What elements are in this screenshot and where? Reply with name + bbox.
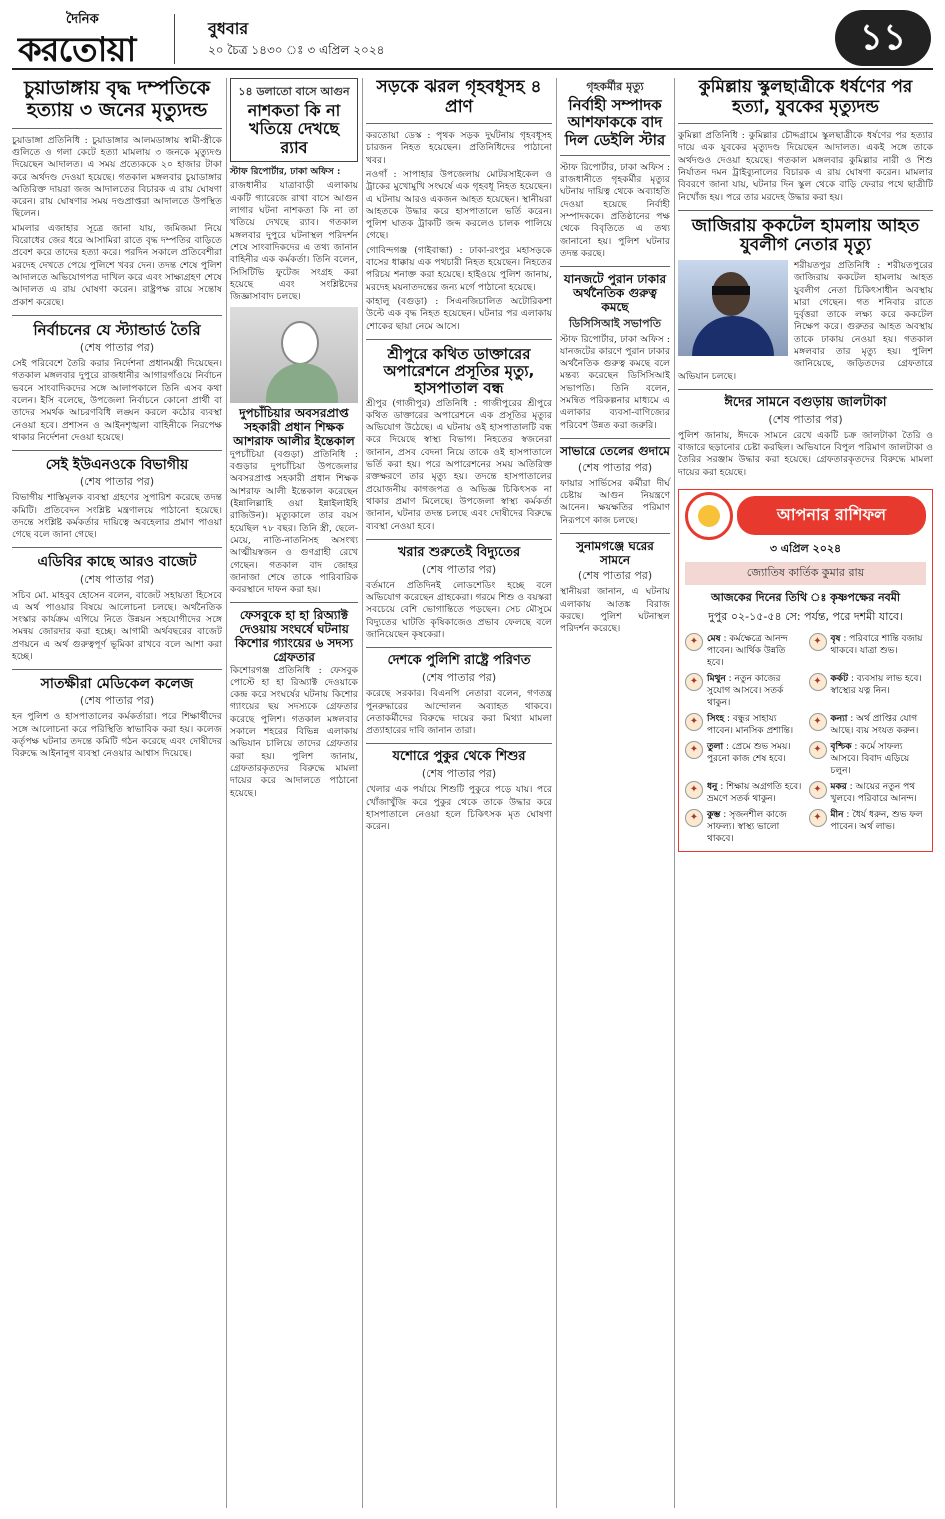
article-body: চুয়াডাঙ্গা প্রতিনিধি : চুয়াডাঙ্গার আলমডাঙ্গায় স্বামী-স্ত্রীকে গুলিতে ও গলা কেটে হত্যা মামলায় ৩ জনকে মৃত্যুদণ্ড দিয়েছেন আদালত। এ সময় প্রত্যেককে ২০ হাজার টাকা করে অর্থদণ্ড দেওয়া হয়েছে। গতকাল মঙ্গলবার চুয়াডাঙ্গার অতিরিক্ত দায়রা জজ আদালতের বিচারক এ রায় ঘোষণা করেন। রায় ঘোষণার সময় দণ্ডপ্রাপ্তরা আদালতে উপস্থিত ছিলেন। <box>12 134 222 220</box>
zodiac-sign-icon: ✦ <box>809 633 827 651</box>
horoscope-item <box>809 809 927 845</box>
tithi-time: দুপুর ০২-১৫-৫৪ সে: পর্যন্ত, পরে দশমী যাবে। <box>708 610 903 624</box>
column-1 <box>12 78 222 761</box>
divider <box>230 602 358 603</box>
horoscope-item <box>809 713 927 737</box>
horoscope-text: মীন : ধৈর্য ধরুন, শুভ ফল পাবেন। অর্থ লাভ। <box>830 810 923 833</box>
horoscope-text: মিথুন : নতুন কাজের সুযোগ আসবে। সতর্ক থাকুন। <box>707 674 784 709</box>
issue-date: ২০ চৈত্র ১৪৩০ ঃ ৩ এপ্রিল ২০২৪ <box>208 43 385 57</box>
headline-comilla: কুমিল্লায় স্কুলছাত্রীকে ধর্ষণের পর হত্যা, যুবকের মৃত্যুদন্ড <box>698 77 913 117</box>
zodiac-sign-name: কর্কট <box>830 674 848 685</box>
subhead-sunamganj: সুনামগঞ্জে ঘরের সামনে <box>576 538 654 567</box>
headline-jajira: জাজিরায় ককটেল হামলায় আহত যুবলীগ নেতার মৃত্যু <box>691 215 920 256</box>
column-4 <box>560 78 670 636</box>
zodiac-sign-icon: ✦ <box>685 781 703 799</box>
article-body: শ্রীপুর (গাজীপুর) প্রতিনিধি : গাজীপুরের শ্রীপুরে কথিত ডাক্তারের অপারেশনে এক প্রসূতির মৃত্যুর অভিযোগ উঠেছে। এ ঘটনায় ওই হাসপাতালটি বন্ধ করে দিয়েছে স্বাস্থ্য বিভাগ। নিহতের স্বজনেরা জানান, প্রসব বেদনা নিয়ে তাকে ওই হাসপাতালে ভর্তি করা হয়। পরে অপারেশনের সময় অতিরিক্ত রক্তক্ষরণে তার মৃত্যু হয়। তদন্তে হাসপাতালের প্রয়োজনীয় কাগজপত্র ও অভিজ্ঞ চিকিৎসক না থাকার প্রমাণ মিলেছে। উপজেলা স্বাস্থ্য কর্মকর্তা জানান, ঘটনার তদন্ত চলছে এবং দোষীদের বিরুদ্ধে ব্যবস্থা নেওয়া হবে। <box>366 397 552 532</box>
horoscope-text: মকর : আয়ের নতুন পথ খুলবে। পরিবারে আনন্দ। <box>830 782 917 805</box>
zodiac-wheel-icon <box>685 492 733 540</box>
zodiac-sign-name: মীন <box>830 810 844 821</box>
headline-old-dhaka: যানজটে পুরান ঢাকার অর্থনৈতিক গুরুত্ব কমছে <box>563 272 667 314</box>
article-body: করেছে সরকার। বিএনপি নেতারা বলেন, গণতন্ত্র পুনরুদ্ধারের আন্দোলন অব্যাহত থাকবে। নেতাকর্মীদের বিরুদ্ধে দায়ের করা মিথ্যা মামলা প্রত্যাহারের দাবি জানান তারা। <box>366 688 552 737</box>
portrait-shirt <box>692 316 774 356</box>
article-body: কিশোরগঞ্জ প্রতিনিধি : ফেসবুক পোস্টে হা হা রিঅ্যাক্ট দেওয়াকে কেন্দ্র করে সংঘর্ষের ঘটনায় কিশোর গ্যাংয়ের ছয় সদস্যকে গ্রেফতার করেছে পুলিশ। গতকাল মঙ্গলবার সকালে শহরের বিভিন্ন এলাকায় অভিযান চালিয়ে তাদের গ্রেফতার করা হয়। পুলিশ জানায়, গ্রেফতারকৃতদের বিরুদ্ধে মামলা দায়ের করে আদালতে পাঠানো হয়েছে। <box>230 664 358 799</box>
masthead-divider <box>174 14 175 64</box>
kicker: গৃহকর্মীর মৃত্যু <box>586 80 644 93</box>
article-body: পুলিশ জানায়, ঈদকে সামনে রেখে একটি চক্র জালটাকা তৈরি ও বাজারে ছড়ানোর চেষ্টা করছিল। অভিযানে বিপুল পরিমাণ জালটাকা ও তৈরির সরঞ্জাম উদ্ধার করা হয়েছে। গ্রেফতারকৃতদের বিরুদ্ধে মামলা দায়ের করা হয়েছে। <box>678 429 933 478</box>
kicker: ১৪ ডলাতো বাসে আগুন <box>238 85 350 98</box>
zodiac-sign-icon: ✦ <box>685 673 703 691</box>
article-body: খেলার এক পর্যায়ে শিশুটি পুকুরে পড়ে যায়। পরে খোঁজাখুঁজি করে পুকুর থেকে তাকে উদ্ধার করে হাসপাতালে নেওয়া হলে চিকিৎসক মৃত ঘোষণা করেন। <box>366 784 552 833</box>
article-body: স্টাফ রিপোর্টার, ঢাকা অফিস : যানজটের কারণে পুরান ঢাকার অর্থনৈতিক গুরুত্ব কমছে বলে মন্তব্য করেছেন ডিসিসিআই সভাপতি। তিনি বলেন, সমন্বিত পরিকল্পনার মাধ্যমে এ এলাকার ব্যবসা-বাণিজ্যের পরিবেশ উন্নত করা জরুরি। <box>560 333 670 431</box>
continued-note: (শেষ পাতার পর) <box>421 671 497 685</box>
article-body: স্টাফ রিপোর্টার, ঢাকা অফিস : রাজধানীতে গৃহকর্মীর মৃত্যুর ঘটনায় দায়িত্ব থেকে অব্যাহতি দেওয়া হয়েছে নির্বাহী সম্পাদককে। প্রতিষ্ঠানের পক্ষ থেকে বিবৃতিতে এ তথ্য জানানো হয়। পুলিশ ঘটনার তদন্ত করছে। <box>560 161 670 259</box>
horoscope-text: কুম্ভ : সৃজনশীল কাজে সাফল্য। স্বাস্থ্য ভালো থাকবে। <box>707 810 787 845</box>
horoscope-prediction: আয়ের নতুন পথ খুলবে। পরিবারে আনন্দ। <box>830 782 917 805</box>
zodiac-sign-name: সিংহ <box>707 714 725 725</box>
zodiac-sign-name: মেষ <box>707 634 721 645</box>
divider <box>678 123 933 124</box>
article-body: বর্তমানে প্রতিদিনই লোডশেডিং হচ্ছে বলে অভিযোগ করেছেন গ্রাহকেরা। গরমে শিশু ও বয়স্করা সবচেয়ে বেশি ভোগান্তিতে পড়ছেন। সেচ মৌসুমে বিদ্যুতের ঘাটতি কৃষিকাজেও প্রভাব ফেলছে বলে জানিয়েছেন কৃষকেরা। <box>366 579 552 640</box>
horoscope-prediction: ধৈর্য ধরুন, শুভ ফল পাবেন। অর্থ লাভ। <box>830 810 923 833</box>
horoscope-prediction: অর্থ প্রাপ্তির যোগ আছে। ব্যয় সংযত করুন। <box>830 714 919 737</box>
zodiac-sign-icon: ✦ <box>809 741 827 759</box>
horoscope-grid <box>685 633 926 845</box>
horoscope-text: বৃষ : পরিবারে শান্তি বজায় থাকবে। যাত্রা শুভ। <box>830 634 923 657</box>
horoscope-item <box>685 741 803 777</box>
jajira-article <box>678 260 933 383</box>
divider <box>366 339 552 340</box>
zodiac-sign-name: মকর <box>830 782 847 793</box>
zodiac-sign-icon: ✦ <box>809 673 827 691</box>
column-divider <box>674 78 675 1508</box>
zodiac-sign-icon: ✦ <box>685 809 703 827</box>
divider <box>12 128 222 129</box>
article-body: কুমিল্লা প্রতিনিধি : কুমিল্লার চৌদ্দগ্রামে স্কুলছাত্রীকে ধর্ষণের পর হত্যার দায়ে এক যুবকের মৃত্যুদণ্ড দিয়েছেন আদালত। একই সঙ্গে তাকে অর্থদণ্ডও দেওয়া হয়েছে। গতকাল মঙ্গলবার কুমিল্লার নারী ও শিশু নির্যাতন দমন ট্রাইব্যুনালের বিচারক এ রায় ঘোষণা করেন। মামলার বিবরণে জানা যায়, ঘটনার দিন স্কুল থেকে বাড়ি ফেরার পথে ছাত্রীটি নিখোঁজ হয়। পরে তার মরদেহ উদ্ধার করা হয়। <box>678 130 933 203</box>
horoscope-item <box>809 781 927 805</box>
continued-note: (শেষ পাতার পর) <box>421 562 497 576</box>
article-body: শরীয়তপুর প্রতিনিধি : শরীয়তপুরের জাজিরায় ককটেল হামলায় আহত যুবলীগ নেতা চিকিৎসাধীন অবস্থায় মারা গেছেন। গত শনিবার রাতে দুর্বৃত্তরা তাকে লক্ষ্য করে ককটেল নিক্ষেপ করে। গুরুতর আহত অবস্থায় তাকে ঢাকায় নেওয়া হয়। গতকাল মঙ্গলবার তার মৃত্যু হয়। পুলিশ জানিয়েছে, জড়িতদের গ্রেফতারে অভিযান চলছে। <box>678 259 933 382</box>
horoscope-text: সিংহ : বন্ধুর সাহায্য পাবেন। মানসিক প্রশান্তি। <box>707 714 794 737</box>
divider <box>12 547 222 548</box>
horoscope-prediction: কর্মে সাফল্য আসবে। বিবাদ এড়িয়ে চলুন। <box>830 742 910 777</box>
subhead-savar: সাভারে তেলের গুদামে <box>560 443 670 458</box>
horoscope-item <box>809 633 927 669</box>
article-body: হন পুলিশ ও হাসপাতালের কর্মকর্তারা। পরে শিক্ষার্থীদের সঙ্গে আলোচনা করে পরিস্থিতি স্বাভাবিক করা হয়। কলেজ কর্তৃপক্ষ ঘটনার তদন্তে কমিটি গঠন করেছে এবং দোষীদের বিরুদ্ধে আইনানুগ ব্যবস্থা নেওয়ার আশ্বাস দিয়েছে। <box>12 711 222 760</box>
zodiac-sign-icon: ✦ <box>809 713 827 731</box>
article-body: সেই পরিবেশে তৈরি করার নির্দেশনা প্রধানমন্ত্রী দিয়েছেন। গতকাল মঙ্গলবার দুপুরে রাজধানীর আগারগাঁওয়ে নির্বাচন ভবনে সাংবাদিকদের সঙ্গে আলাপকালে তিনি এসব কথা বলেন। ইসি বলেছে, উপজেলা নির্বাচনে কোনো প্রার্থী বা তাদের সমর্থক আচরণবিধি লঙ্ঘন করলে কঠোর ব্যবস্থা নেওয়া হবে। প্রশাসন ও আইনশৃঙ্খলা বাহিনীকে নিরপেক্ষ থাকার নির্দেশনা দেওয়া হয়েছে। <box>12 358 222 443</box>
column-divider <box>556 78 557 1508</box>
zodiac-sign-name: তুলা <box>707 742 724 753</box>
horoscope-item <box>685 781 803 805</box>
article-body: মামলার এজাহার সূত্রে জানা যায়, জমিজমা নিয়ে বিরোধের জের ধরে আসামিরা রাতে বৃদ্ধ দম্পতির বাড়িতে প্রবেশ করে তাদের হত্যা করে। পরদিন সকালে প্রতিবেশীরা মরদেহ দেখতে পেয়ে পুলিশে খবর দেন। তদন্ত শেষে পুলিশ আদালতে অভিযোগপত্র দাখিল করে এবং সাক্ষ্যগ্রহণ শেষে আদালত এ রায় ঘোষণা করেন। রাষ্ট্রপক্ষ রায়ে সন্তোষ প্রকাশ করেছে। <box>12 222 222 308</box>
horoscope-date: ৩ এপ্রিল ২০২৪ <box>769 542 842 556</box>
bus-fire-box <box>230 78 358 162</box>
horoscope-text: বৃশ্চিক : কর্মে সাফল্য আসবে। বিবাদ এড়িয়ে চলুন। <box>830 742 910 777</box>
page-number: ১১ <box>835 10 931 66</box>
horoscope-author: জ্যোতিষ কার্তিক কুমার রায় <box>685 562 926 585</box>
zodiac-sign-icon: ✦ <box>685 633 703 651</box>
continued-note: (শেষ পাতার পর) <box>79 475 155 489</box>
column-5 <box>678 78 933 852</box>
portrait-body <box>266 363 338 403</box>
headline-daily-star: নির্বাহী সম্পাদক আশফাককে বাদ দিল ডেইলি স্টার <box>564 96 666 149</box>
zodiac-sign-icon: ✦ <box>685 741 703 759</box>
column-3 <box>366 78 552 834</box>
subhead-uno: সেই ইউএনওকে বিভাগীয় <box>45 457 189 474</box>
horoscope-item <box>685 713 803 737</box>
zodiac-sign-name: কুম্ভ <box>707 810 721 821</box>
divider <box>678 389 933 390</box>
column-divider <box>226 78 227 1508</box>
continued-note: (শেষ পাতার পর) <box>79 572 155 586</box>
continued-note: (শেষ পাতার পর) <box>421 767 497 781</box>
zodiac-sign-icon: ✦ <box>685 713 703 731</box>
zodiac-sign-icon: ✦ <box>809 781 827 799</box>
issue-day: বুধবার <box>208 19 249 38</box>
divider <box>366 539 552 540</box>
divider <box>366 123 552 124</box>
horoscope-text: তুলা : প্রেমে শুভ সময়। পুরনো কাজ শেষ হবে। <box>707 742 791 765</box>
logo-name: করতোয়া <box>18 30 136 70</box>
headline-kishoreganj: ফেসবুকে হা হা রিঅ্যাক্ট দেওয়ায় সংঘর্ষে ঘটনায় কিশোর গ্যাংয়ের ৬ সদস্য গ্রেফতার <box>234 608 354 664</box>
horoscope-item <box>685 809 803 845</box>
horoscope-text: ধনু : শিক্ষায় অগ্রগতি হবে। ভ্রমণে সতর্ক থাকুন। <box>707 782 802 805</box>
horoscope-prediction: পরিবারে শান্তি বজায় থাকবে। যাত্রা শুভ। <box>830 634 923 657</box>
subhead-adb: এডিবির কাছে আরও বাজেট <box>37 554 197 571</box>
subhead-electricity: খরার শুরুতেই বিদ্যুতের <box>397 544 521 560</box>
victim-photo <box>678 260 788 356</box>
masthead <box>12 8 933 70</box>
subhead-election: নির্বাচনের যে স্ট্যান্ডার্ড তৈরি <box>33 320 201 339</box>
continued-note: (শেষ পাতার পর) <box>79 341 155 355</box>
byline: স্টাফ রিপোর্টার, ঢাকা অফিস : <box>230 166 341 178</box>
article-body: রাজধানীর যাত্রাবাড়ী এলাকায় একটি গ্যারেজে রাখা বাসে আগুন লাগার ঘটনা নাশকতা কি না তা খতিয়ে দেখছে র‍্যাব। গতকাল মঙ্গলবার দুপুরে ঘটনাস্থল পরিদর্শন শেষে সাংবাদিকদের এ তথ্য জানান বাহিনীর এক কর্মকর্তা। তিনি বলেন, সিসিটিভি ফুটেজ সংগ্রহ করা হয়েছে এবং সংশ্লিষ্টদের জিজ্ঞাসাবাদ চলছে। <box>230 180 358 303</box>
headline-obituary: দুপচাঁচিয়ার অবসরপ্রাপ্ত সহকারী প্রধান শিক্ষক আশরাফ আলীর ইন্তেকাল <box>233 406 355 449</box>
zodiac-sign-name: মিথুন <box>707 674 726 685</box>
logo-small-text: দৈনিক <box>66 12 99 27</box>
horoscope-item <box>685 633 803 669</box>
obituary-photo <box>230 307 358 403</box>
continued-note: (শেষ পাতার পর) <box>577 569 653 583</box>
divider <box>560 266 670 267</box>
subhead-jessore: যশোরে পুকুর থেকে শিশুর <box>392 749 526 765</box>
article-body: গোবিন্দগঞ্জ (গাইবান্ধা) : ঢাকা-রংপুর মহাসড়কে বাসের ধাক্কায় এক পথচারী নিহত হয়েছেন। নিহতের পরিচয় শনাক্ত করা হয়েছে। হাইওয়ে পুলিশ জানায়, মরদেহ ময়নাতদন্তের জন্য মর্গে পাঠানো হয়েছে। <box>366 244 552 293</box>
divider <box>12 315 222 316</box>
horoscope-text: মেষ : কর্মক্ষেত্রে আনন্দ পাবেন। আর্থিক উন্নতি হবে। <box>707 634 788 669</box>
horoscope-prediction: প্রেমে শুভ সময়। পুরনো কাজ শেষ হবে। <box>707 742 791 765</box>
zodiac-sign-name: ধনু <box>707 782 718 793</box>
horoscope-prediction: বন্ধুর সাহায্য পাবেন। মানসিক প্রশান্তি। <box>707 714 794 737</box>
horoscope-item <box>809 673 927 709</box>
subhead-police-state: দেশকে পুলিশি রাষ্ট্রে পরিণত <box>387 653 531 669</box>
article-body: ফায়ার সার্ভিসের কর্মীরা দীর্ঘ চেষ্টায় আগুন নিয়ন্ত্রণে আনেন। ক্ষয়ক্ষতির পরিমাণ নিরূপণে কাজ চলছে। <box>560 477 670 526</box>
divider <box>366 743 552 744</box>
article-body: করতোয়া ডেস্ক : পৃথক সড়ক দুর্ঘটনায় গৃহবধূসহ চারজন নিহত হয়েছেন। প্রতিনিধিদের পাঠানো খবর। <box>366 130 552 166</box>
zodiac-sign-name: বৃশ্চিক <box>830 742 852 753</box>
sunglasses <box>712 286 750 295</box>
byline: ডিসিসিআই সভাপতি <box>569 316 661 330</box>
divider <box>12 450 222 451</box>
horoscope-prediction: কর্মক্ষেত্রে আনন্দ পাবেন। আর্থিক উন্নতি হবে। <box>707 634 788 669</box>
tithi-label: আজকের দিনের তিথি ঃ কৃষ্ণপক্ষের নবমী <box>710 591 901 605</box>
subhead-satkhira: সাতক্ষীরা মেডিকেল কলেজ <box>40 676 194 693</box>
horoscope-item <box>809 741 927 777</box>
article-body: সচিব মো. মাহবুব হোসেন বলেন, বাজেট সহায়তা হিসেবে এ অর্থ পাওয়ার বিষয়ে আলোচনা চলছে। অর্থনৈতিক সংস্কার কার্যক্রম এগিয়ে নিতে উন্নয়ন সহযোগীদের সঙ্গে সমন্বয় জোরদার করা হচ্ছে। আগামী অর্থবছরের বাজেট প্রণয়নে এ অর্থ গুরুত্বপূর্ণ ভূমিকা রাখবে বলে আশা করা হচ্ছে। <box>12 589 222 663</box>
horoscope-text: কন্যা : অর্থ প্রাপ্তির যোগ আছে। ব্যয় সংযত করুন। <box>830 714 919 737</box>
headline-rab: নাশকতা কি না খতিয়ে দেখছে র‍্যাব <box>247 101 341 157</box>
headline-chuadanga: চুয়াডাঙ্গায় বৃদ্ধ দম্পতিকে হত্যায় ৩ জনের মৃত্যুদন্ড <box>23 77 211 121</box>
portrait-head <box>281 321 319 365</box>
continued-note: (শেষ পাতার পর) <box>577 460 653 474</box>
article-body: স্থানীয়রা জানান, এ ঘটনায় এলাকায় আতঙ্ক বিরাজ করছে। পুলিশ ঘটনাস্থল পরিদর্শন করেছে। <box>560 586 670 635</box>
divider <box>678 210 933 211</box>
horoscope-prediction: ব্যবসায় লাভ হবে। স্বাস্থ্যের যত্ন নিন। <box>830 674 922 697</box>
subhead-bogura: ঈদের সামনে বগুড়ায় জালটাকা <box>724 394 887 410</box>
horoscope-header <box>685 496 926 540</box>
zodiac-sign-icon: ✦ <box>809 809 827 827</box>
divider <box>560 533 670 534</box>
continued-note: (শেষ পাতার পর) <box>768 412 843 426</box>
newspaper-logo <box>18 10 168 68</box>
column-divider <box>362 78 363 1508</box>
zodiac-sign-name: বৃষ <box>830 634 841 645</box>
horoscope-prediction: শিক্ষায় অগ্রগতি হবে। ভ্রমণে সতর্ক থাকুন। <box>707 782 802 805</box>
article-body: কাহালু (বগুড়া) : সিএনজিচালিত অটোরিকশা উল্টে এক বৃদ্ধ নিহত হয়েছেন। ঘটনার পর এলাকায় শোকের ছায়া নেমে আসে। <box>366 295 552 332</box>
divider <box>366 647 552 648</box>
article-body: নওগাঁ : সাপাহার উপজেলায় মোটরসাইকেল ও ট্রাকের মুখোমুখি সংঘর্ষে এক গৃহবধূ নিহত হয়েছেন। এ ঘটনায় আরও একজন আহত হয়েছেন। স্থানীয়রা আহতকে উদ্ধার করে হাসপাতালে ভর্তি করেন। পুলিশ ঘাতক ট্রাকটি জব্দ করলেও চালক পালিয়ে গেছে। <box>366 168 552 242</box>
article-body: বিভাগীয় শাস্তিমূলক ব্যবস্থা গ্রহণের সুপারিশ করেছে তদন্ত কমিটি। প্রতিবেদন সংশ্লিষ্ট মন্ত্রণালয়ে পাঠানো হয়েছে। তদন্তে সংশ্লিষ্ট কর্মকর্তার দায়িত্বে অবহেলার প্রমাণ পাওয়া গেছে বলে জানা গেছে। <box>12 492 222 541</box>
horoscope-text: কর্কট : ব্যবসায় লাভ হবে। স্বাস্থ্যের যত্ন নিন। <box>830 674 922 697</box>
headline-road-accidents: সড়কে ঝরল গৃহবধূসহ ৪ প্রাণ <box>376 77 542 117</box>
horoscope-box <box>678 489 933 852</box>
column-2 <box>230 78 358 800</box>
article-body: দুপচাঁচিয়া (বগুড়া) প্রতিনিধি : বগুড়ার দুপচাঁচিয়া উপজেলার অবসরপ্রাপ্ত সহকারী প্রধান শিক্ষক আশরাফ আলী ইন্তেকাল করেছেন (ইন্নালিল্লাহি ওয়া ইন্নাইলাইহি রাজিউন)। মৃত্যুকালে তার বয়স হয়েছিল ৭৮ বছর। তিনি স্ত্রী, ছেলে-মেয়ে, নাতি-নাতনিসহ অসংখ্য আত্মীয়স্বজন ও গুণগ্রাহী রেখে গেছেন। গতকাল বাদ জোহর জানাজা শেষে তাকে পারিবারিক কবরস্থানে দাফন করা হয়। <box>230 448 358 596</box>
divider <box>560 155 670 156</box>
continued-note: (শেষ পাতার পর) <box>79 694 155 708</box>
divider <box>12 669 222 670</box>
headline-sreepur: শ্রীপুরে কথিত ডাক্তারের অপারেশনে প্রসূতির মৃত্যু, হাসপাতাল বন্ধ <box>383 344 535 398</box>
horoscope-prediction: নতুন কাজের সুযোগ আসবে। সতর্ক থাকুন। <box>707 674 784 709</box>
horoscope-item <box>685 673 803 709</box>
horoscope-prediction: সৃজনশীল কাজে সাফল্য। স্বাস্থ্য ভালো থাকবে। <box>707 810 787 845</box>
divider <box>560 438 670 439</box>
horoscope-title: আপনার রাশিফল <box>737 496 926 535</box>
zodiac-sign-name: কন্যা <box>830 714 848 725</box>
